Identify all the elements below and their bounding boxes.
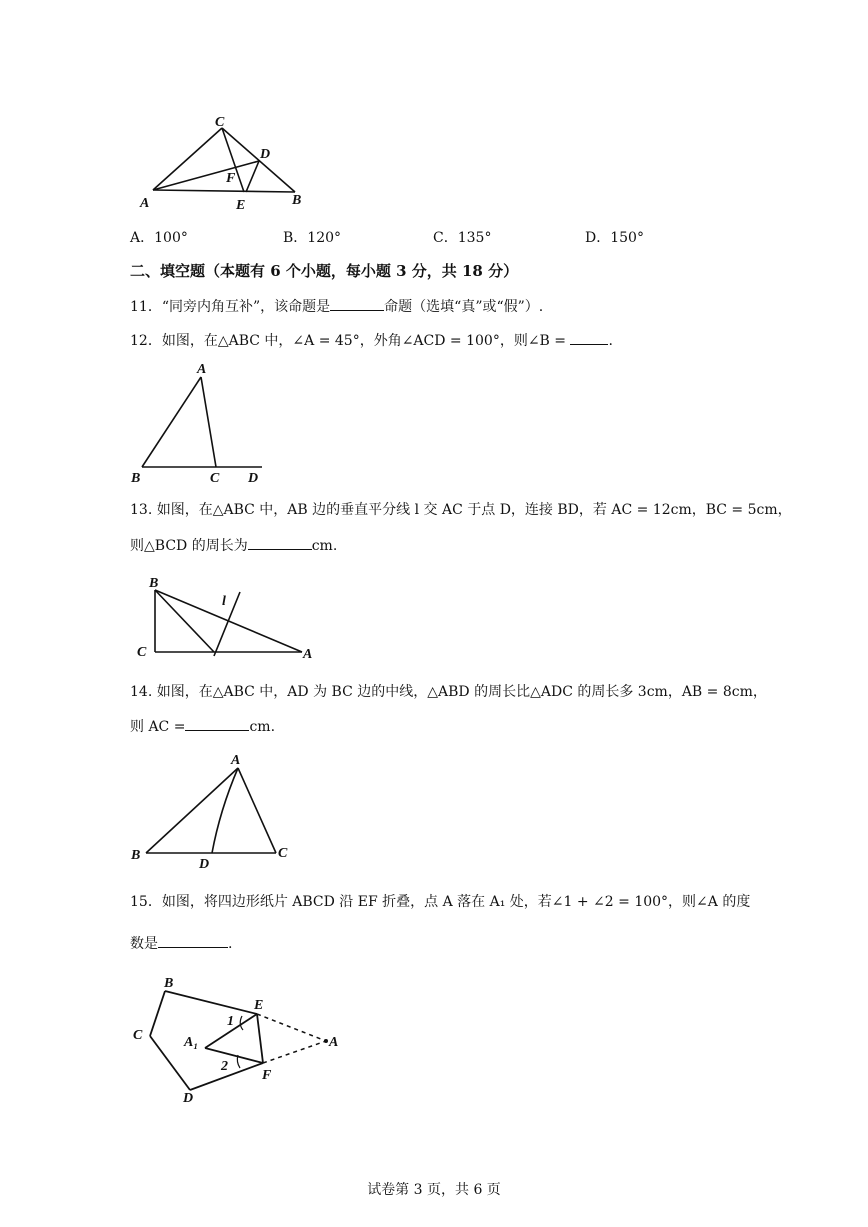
q10-label-b: B — [292, 193, 302, 208]
q14-label-b: B — [131, 848, 141, 863]
q13-label-b: B — [149, 576, 159, 591]
q12-label-d: D — [248, 471, 259, 486]
q13-line2: 则△BCD 的周长为 cm. — [130, 535, 337, 556]
q13-label-a: A — [303, 647, 313, 662]
q15-label-a: A — [329, 1035, 339, 1050]
q12-label-b: B — [131, 471, 141, 486]
q11: 11．“同旁内角互补”，该命题是 命题（选填“真”或“假”）. — [130, 296, 543, 317]
q10-option-b: B．120° — [283, 230, 342, 246]
q10-label-f: F — [226, 171, 236, 186]
q15-label-d: D — [183, 1091, 194, 1106]
page-footer: 试卷第 3 页，共 6 页 — [367, 1182, 501, 1198]
q14-label-a: A — [231, 753, 241, 768]
q14-label-d: D — [199, 857, 210, 872]
section-heading: 二、填空题（本题有 6 个小题，每小题 3 分，共 18 分） — [130, 262, 519, 280]
q15-label-b: B — [164, 976, 174, 991]
q15-label-f: F — [262, 1068, 272, 1083]
q14-line1: 14. 如图，在△ABC 中，AD 为 BC 边的中线，△ABD 的周长比△ADC 的周长多 3cm，AB = 8cm， — [130, 684, 767, 700]
q12-label-c: C — [210, 471, 220, 486]
q10-label-e: E — [236, 198, 246, 213]
q12-label-a: A — [197, 362, 207, 377]
q10-label-a: A — [140, 196, 150, 211]
q14-line2: 则 AC = cm. — [130, 716, 275, 737]
q15-label-c: C — [133, 1028, 143, 1043]
q10-option-c: C．135° — [433, 230, 492, 246]
q15-label-e: E — [254, 998, 264, 1013]
q15-label-2: 2 — [221, 1059, 228, 1074]
q13-label-l: l — [222, 594, 226, 609]
q15-label-a1: A₁ — [184, 1035, 199, 1050]
q12: 12．如图，在△ABC 中，∠A = 45°，外角∠ACD = 100°，则∠B = . — [130, 330, 613, 351]
q15-line2: 数是 . — [130, 933, 232, 954]
q13-line1: 13. 如图，在△ABC 中，AB 边的垂直平分线 l 交 AC 于点 D，连接 BD，若 AC = 12cm，BC = 5cm， — [130, 502, 792, 518]
q10-label-d: D — [260, 147, 271, 162]
q13-label-c: C — [137, 645, 147, 660]
q10-option-d: D．150° — [585, 230, 644, 246]
q15-label-1: 1 — [227, 1014, 234, 1029]
q10-label-c: C — [215, 115, 225, 130]
q14-label-c: C — [278, 846, 288, 861]
q10-option-a: A．100° — [130, 230, 188, 246]
q15-line1: 15．如图，将四边形纸片 ABCD 沿 EF 折叠，点 A 落在 A₁ 处，若∠1 + ∠2 = 100°，则∠A 的度 — [130, 894, 751, 910]
